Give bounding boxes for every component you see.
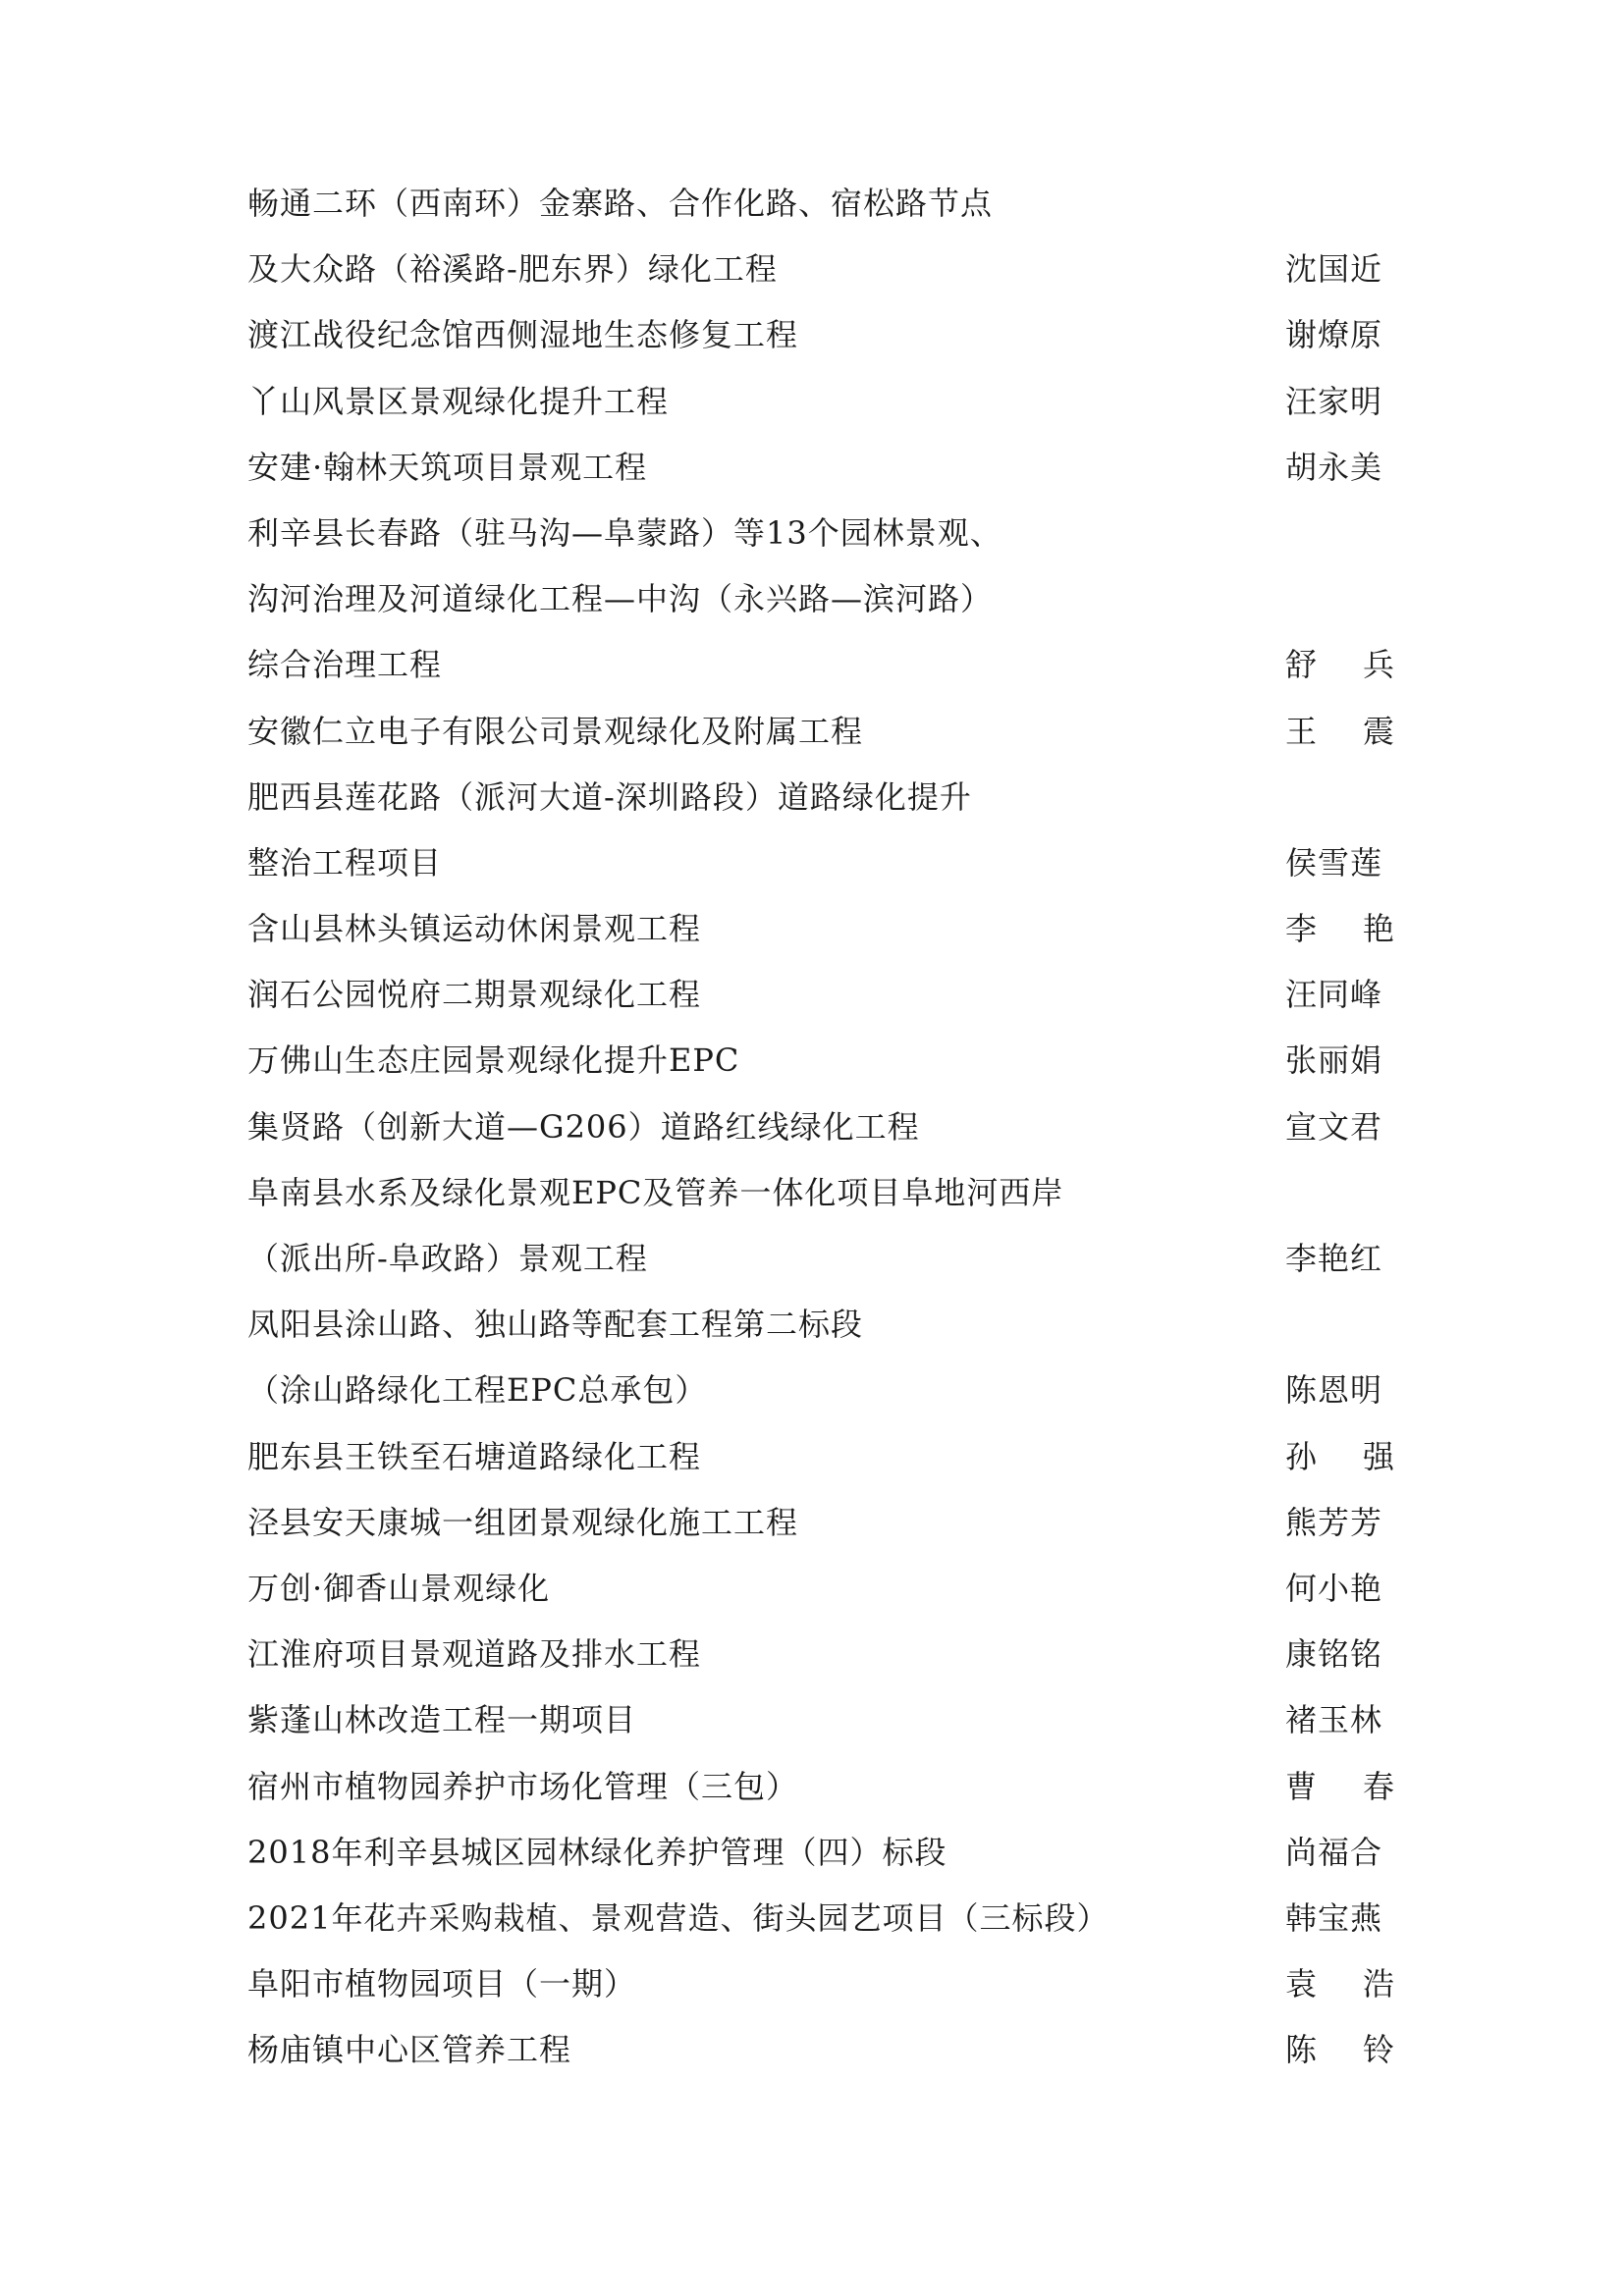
project-name: 2021年花卉采购栽植、景观营造、街头园艺项目（三标段）: [247, 1898, 1110, 1937]
project-name: 杨庙镇中心区管养工程: [247, 2031, 572, 2069]
project-name: 安建·翰林天筑项目景观工程: [247, 448, 648, 486]
project-name: 安徽仁立电子有限公司景观绿化及附属工程: [247, 712, 864, 750]
project-name: 综合治理工程: [247, 646, 443, 684]
project-name: 畅通二环（西南环）金寨路、合作化路、宿松路节点: [247, 185, 994, 222]
list-item: [247, 1754, 1441, 1820]
project-name: （派出所-阜政路）景观工程: [247, 1240, 648, 1277]
project-name: 沟河治理及河道绿化工程—中沟（永兴路—滨河路）: [247, 580, 994, 618]
person-name: 谢燎原: [1285, 316, 1383, 354]
list-item: [247, 1226, 1396, 1292]
list-item: [247, 237, 1396, 302]
project-name: 集贤路（创新大道—G206）道路红线绿化工程: [247, 1107, 920, 1146]
project-name: 含山县林头镇运动休闲景观工程: [247, 910, 702, 948]
person-name: 侯雪莲: [1285, 843, 1383, 881]
person-name: 汪家明: [1285, 382, 1383, 420]
project-name: 肥东县王铁至石塘道路绿化工程: [247, 1437, 702, 1475]
list-item: [247, 1424, 1441, 1490]
person-name: 曹春: [1285, 1767, 1441, 1805]
list-item: [247, 435, 1396, 501]
project-name: 阜阳市植物园项目（一期）: [247, 1965, 637, 2003]
person-name: 沈国近: [1285, 250, 1383, 289]
person-name: 陈恩明: [1285, 1371, 1383, 1410]
list-item: [247, 1556, 1396, 1622]
list-item: [247, 1951, 1441, 2017]
list-item: [247, 1886, 1396, 1951]
person-name: 尚福合: [1285, 1833, 1383, 1871]
list-item: [247, 1095, 1396, 1160]
person-name: 王震: [1285, 712, 1441, 750]
person-name: 李艳红: [1285, 1240, 1383, 1277]
person-name: 汪同峰: [1285, 976, 1383, 1014]
person-name: 陈铃: [1285, 2031, 1441, 2069]
list-item: [247, 1160, 1396, 1226]
list-item: [247, 369, 1396, 435]
project-name: 万创·御香山景观绿化: [247, 1569, 551, 1607]
project-name: 利辛县长春路（驻马沟—阜蒙路）等13个园林景观、: [247, 513, 1002, 552]
project-name: 万佛山生态庄园景观绿化提升EPC: [247, 1041, 740, 1080]
person-name: 宣文君: [1285, 1107, 1383, 1146]
person-name: 何小艳: [1285, 1569, 1383, 1607]
list-item: [247, 962, 1396, 1028]
project-name: 阜南县水系及绿化景观EPC及管养一体化项目阜地河西岸: [247, 1173, 1064, 1211]
project-name: 肥西县莲花路（派河大道-深圳路段）道路绿化提升: [247, 777, 972, 816]
person-name: 胡永美: [1285, 448, 1383, 486]
person-name: 张丽娟: [1285, 1041, 1383, 1080]
person-name: 韩宝燕: [1285, 1898, 1383, 1937]
list-item: [247, 171, 1396, 237]
list-item: [247, 896, 1441, 962]
list-item: [247, 632, 1441, 698]
project-list: [247, 171, 1441, 2083]
person-name: 褚玉林: [1285, 1701, 1383, 1739]
list-item: [247, 1687, 1396, 1753]
person-name: 袁浩: [1285, 1965, 1441, 2003]
list-item: [247, 830, 1396, 896]
list-item: [247, 1028, 1396, 1094]
list-item: [247, 1292, 1396, 1358]
person-name: 李艳: [1285, 910, 1441, 948]
project-name: （涂山路绿化工程EPC总承包）: [247, 1371, 708, 1410]
list-item: [247, 302, 1396, 368]
list-item: [247, 1820, 1396, 1886]
list-item: [247, 1622, 1396, 1687]
project-name: 润石公园悦府二期景观绿化工程: [247, 976, 702, 1014]
project-name: 凤阳县涂山路、独山路等配套工程第二标段: [247, 1306, 864, 1344]
list-item: [247, 566, 1396, 632]
list-item: [247, 765, 1396, 830]
list-item: [247, 501, 1396, 566]
list-item: [247, 2017, 1441, 2083]
project-name: 渡江战役纪念馆西侧湿地生态修复工程: [247, 316, 799, 354]
person-name: 孙强: [1285, 1437, 1441, 1475]
list-item: [247, 699, 1441, 765]
project-name: 2018年利辛县城区园林绿化养护管理（四）标段: [247, 1833, 947, 1871]
person-name: 舒兵: [1285, 646, 1441, 684]
project-name: 泾县安天康城一组团景观绿化施工工程: [247, 1503, 799, 1541]
list-item: [247, 1490, 1396, 1556]
list-item: [247, 1358, 1396, 1423]
project-name: 及大众路（裕溪路-肥东界）绿化工程: [247, 250, 778, 289]
project-name: 江淮府项目景观道路及排水工程: [247, 1635, 702, 1674]
project-name: 丫山风景区景观绿化提升工程: [247, 382, 670, 420]
project-name: 整治工程项目: [247, 843, 443, 881]
project-name: 宿州市植物园养护市场化管理（三包）: [247, 1767, 799, 1805]
person-name: 熊芳芳: [1285, 1503, 1383, 1541]
person-name: 康铭铭: [1285, 1635, 1383, 1674]
project-name: 紫蓬山林改造工程一期项目: [247, 1701, 637, 1739]
